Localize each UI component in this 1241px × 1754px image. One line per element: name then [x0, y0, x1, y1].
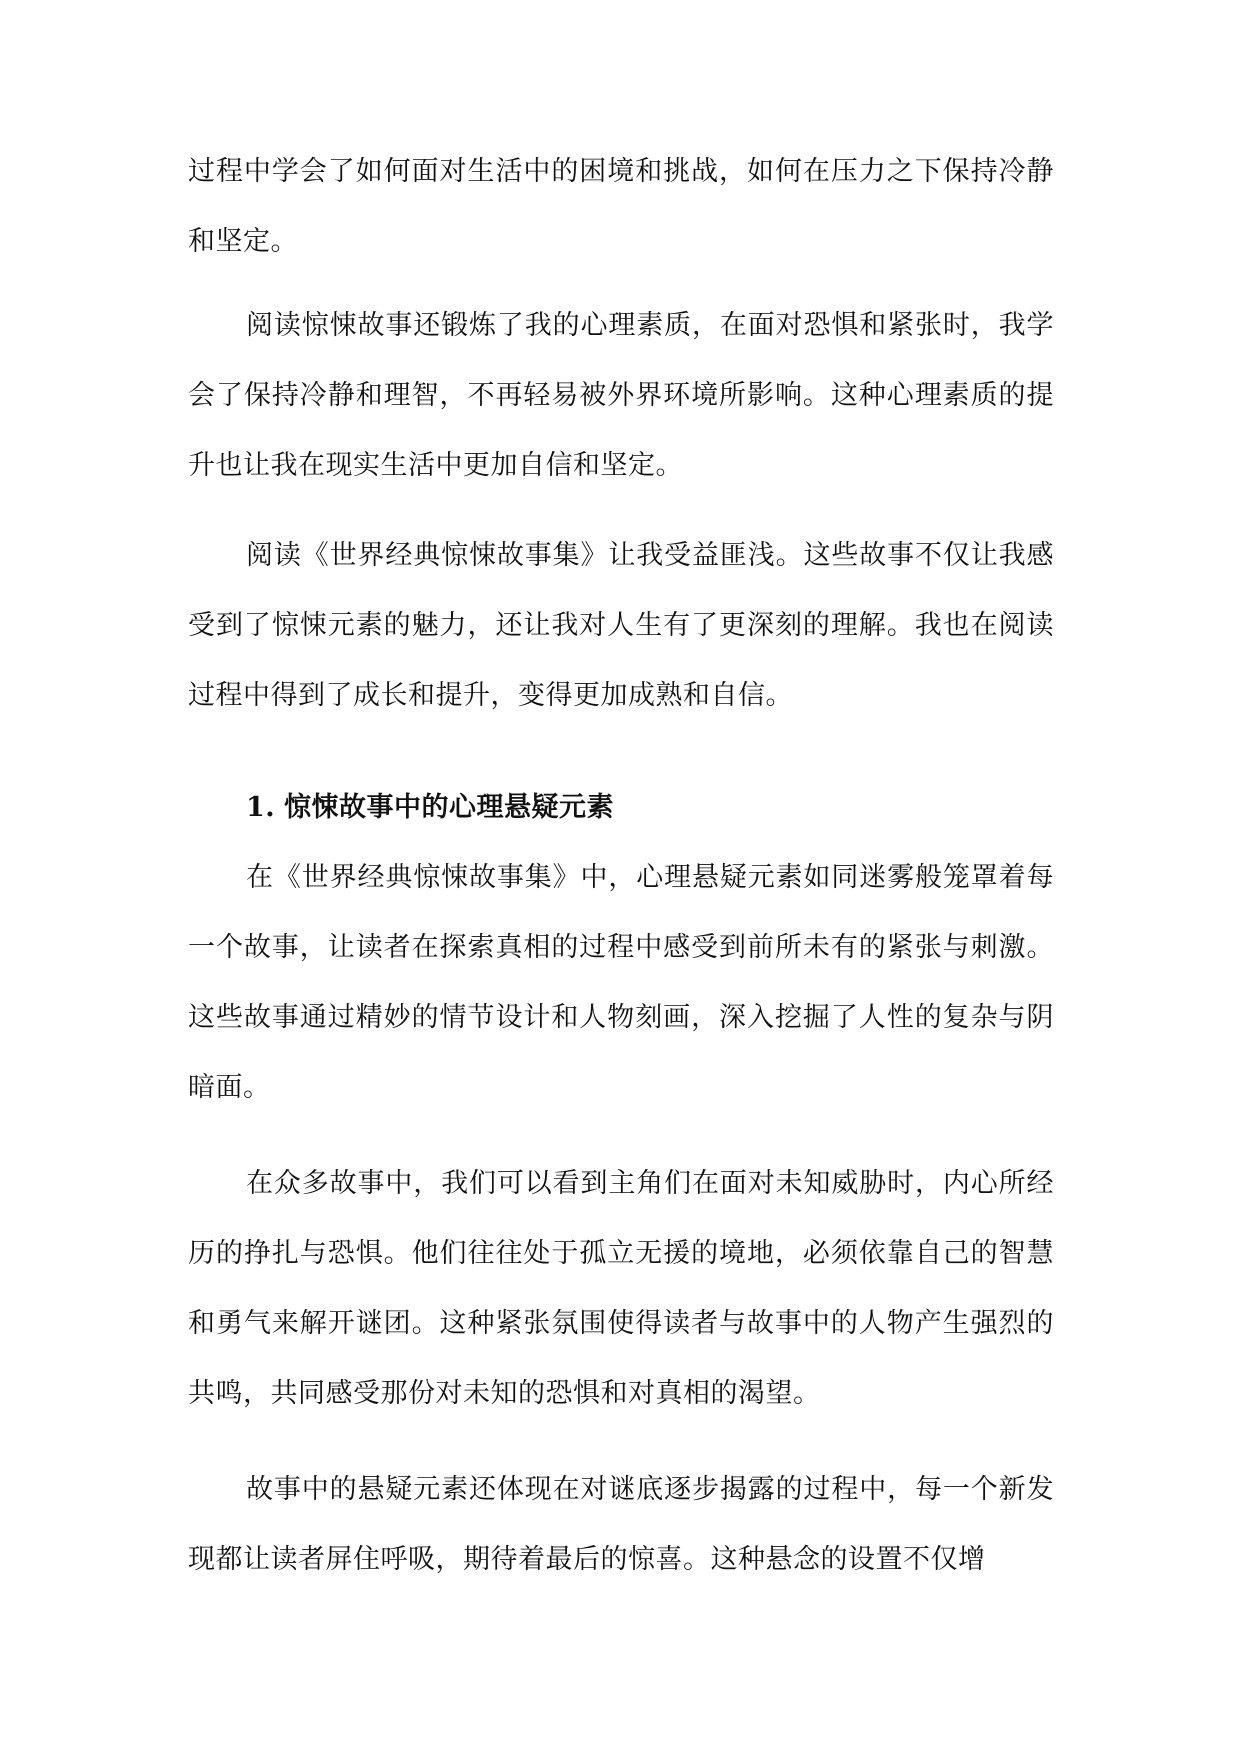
section-title: 惊悚故事中的心理悬疑元素	[284, 792, 614, 823]
paragraph-mental-quality: 阅读惊悚故事还锻炼了我的心理素质，在面对恐惧和紧张时，我学会了保持冷静和理智，不再轻易被外界环境所影响。这种心理素质的提升也让我在现实生活中更加自信和坚定。	[188, 310, 1054, 481]
paragraph-suspense-intro: 在《世界经典惊悚故事集》中，心理悬疑元素如同迷雾般笼罩着每一个故事，让读者在探索真相的过程中感受到前所未有的紧张与刺激。这些故事通过精妙的情节设计和人物刻画，深入挖掘了人性的复杂与阴暗面。	[188, 862, 1054, 1103]
paragraph-protagonists: 在众多故事中，我们可以看到主角们在面对未知威胁时，内心所经历的挣扎与恐惧。他们往往处于孤立无援的境地，必须依靠自己的智慧和勇气来解开谜团。这种紧张氛围使得读者与故事中的人物产生强烈的共鸣，共同感受那份对未知的恐惧和对真相的渴望。	[188, 1168, 1054, 1409]
section-heading	[246, 773, 614, 843]
paragraph-reveal: 故事中的悬疑元素还体现在对谜底逐步揭露的过程中，每一个新发现都让读者屏住呼吸，期待着最后的惊喜。这种悬念的设置不仅增	[188, 1474, 1054, 1575]
section-number: 1.	[246, 792, 276, 823]
paragraph-continued: 过程中学会了如何面对生活中的困境和挑战，如何在压力之下保持冷静和坚定。	[188, 156, 1054, 257]
paragraph-reading-benefit: 阅读《世界经典惊悚故事集》让我受益匪浅。这些故事不仅让我感受到了惊悚元素的魅力，还让我对人生有了更深刻的理解。我也在阅读过程中得到了成长和提升，变得更加成熟和自信。	[188, 540, 1054, 711]
